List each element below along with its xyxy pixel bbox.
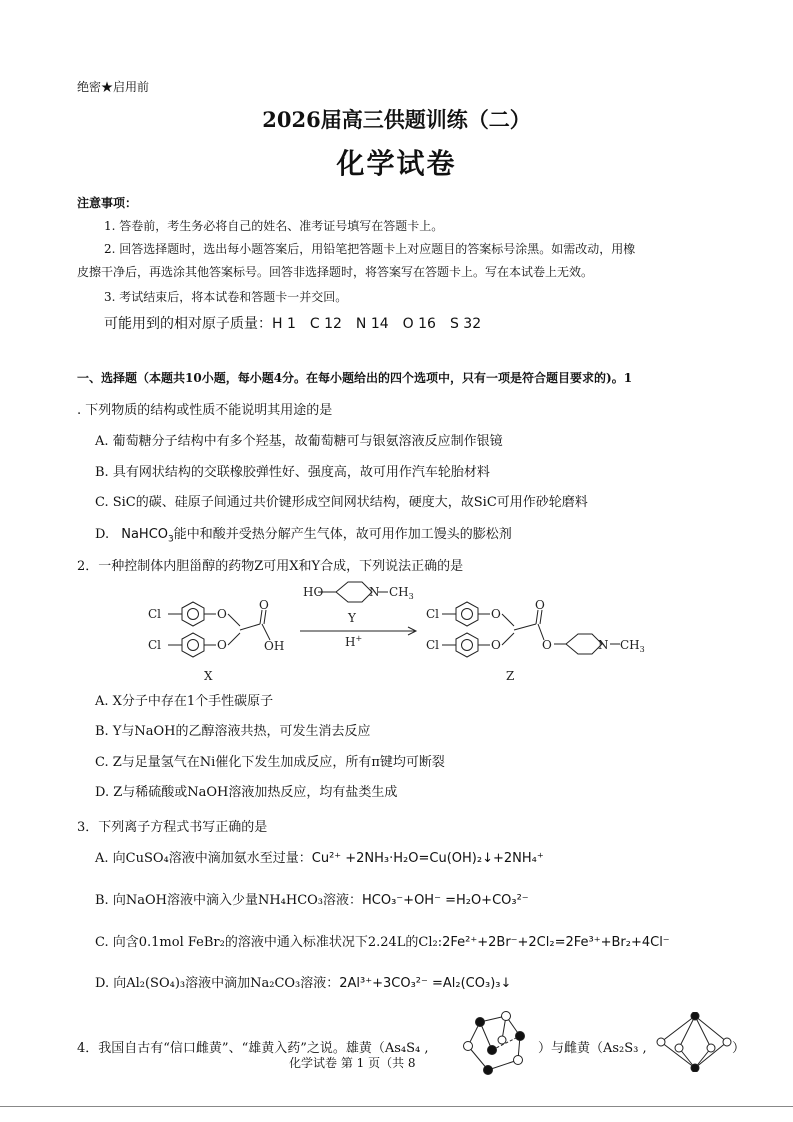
z-n: N xyxy=(598,638,609,652)
question-3-stem: 3．下列离子方程式书写正确的是 xyxy=(77,820,268,835)
x-bond-o-ch-lower xyxy=(228,633,240,645)
z-ch3: $CH_3$ xyxy=(620,638,645,654)
x-o-carbonyl: O xyxy=(259,598,269,612)
z-bond-o-ch-upper xyxy=(502,614,514,626)
as-atom xyxy=(488,1046,497,1055)
z-piperidine-ring xyxy=(566,634,602,654)
exam-title: 2026届高三供题训练（二） xyxy=(262,107,531,132)
question-4-stem: 4．我国自古有“信口雌黄”、“雄黄入药”之说。雄黄（As₄S₄ , xyxy=(77,1041,429,1056)
s-atom xyxy=(675,1044,683,1052)
y-ho: HO xyxy=(303,585,324,599)
z-bond-c-o-double-1 xyxy=(536,610,538,624)
y-ch3: $CH_3$ xyxy=(389,585,414,601)
z-aromatic-circle-lower xyxy=(462,640,473,651)
question-2-option-b: B. Y与NaOH的乙醇溶液共热，可发生消去反应 xyxy=(95,724,371,739)
reaction-scheme xyxy=(140,578,660,688)
formula-nahco3: NaHCO$_3$ xyxy=(121,527,174,545)
as-atom xyxy=(691,1064,699,1072)
orpiment-structure xyxy=(655,1012,735,1072)
section-heading: 一、选择题（本题共10小题，每小题4分。在每小题给出的四个选项中，只有一项是符合题目要求的)。1 xyxy=(77,371,633,385)
z-cl-upper: Cl xyxy=(426,607,440,621)
x-o-upper: O xyxy=(217,607,227,621)
question-4-middle: ）与雌黄（As₂S₃ , xyxy=(538,1041,647,1056)
y-piperidine-ring xyxy=(336,582,372,602)
x-benzene-ring-lower xyxy=(182,633,204,657)
x-bond-c-o-double-1 xyxy=(260,610,262,624)
x-aromatic-circle-lower xyxy=(188,640,199,651)
s-atom xyxy=(723,1038,731,1046)
notice-item-2-line-2: 皮擦干净后，再选涂其他答案标号。回答非选择题时，将答案写在答题卡上。写在本试卷上无效。 xyxy=(77,265,594,279)
confidential-label: 绝密★启用前 xyxy=(77,80,150,94)
catalyst-label: H+ xyxy=(345,634,363,649)
x-oh: OH xyxy=(264,639,285,653)
question-3-option-d xyxy=(95,972,511,991)
z-cl-lower: Cl xyxy=(426,638,440,652)
s-atom xyxy=(657,1038,665,1046)
question-4-end: ） xyxy=(732,1041,746,1056)
s-atom xyxy=(502,1012,511,1021)
question-2-option-d: D. Z与稀硫酸或NaOH溶液加热反应，均有盐类生成 xyxy=(95,785,398,800)
as-atom xyxy=(476,1018,485,1027)
x-cl-lower: Cl xyxy=(148,638,162,652)
z-compound-label: Z xyxy=(506,669,515,683)
x-bond-c-o-double-2 xyxy=(264,610,266,624)
z-bond-o-ch-lower xyxy=(502,633,514,645)
bond xyxy=(695,1016,711,1048)
question-3-option-b xyxy=(95,889,529,908)
ionic-equation: HCO₃⁻+OH⁻ =H₂O+CO₃²⁻ xyxy=(362,893,529,908)
question-3-option-c xyxy=(95,931,670,950)
x-bond-ch-c xyxy=(240,624,260,630)
question-3-option-a xyxy=(95,847,544,866)
atomic-masses: 可能用到的相对原子质量：H 1 C 12 N 14 O 16 S 32 xyxy=(104,316,482,332)
x-compound-label: X xyxy=(204,669,213,683)
x-o-lower: O xyxy=(217,638,227,652)
s-atom xyxy=(707,1044,715,1052)
notice-item-2-line-1: 2. 回答选择题时，选出每小题答案后，用铅笔把答题卡上对应题目的答案标号涂黑。如需改动，用橡 xyxy=(104,242,636,256)
x-aromatic-circle-upper xyxy=(188,609,199,620)
z-o-lower: O xyxy=(491,638,501,652)
question-1-option-b: B. 具有网状结构的交联橡胶弹性好、强度高，故可用作汽车轮胎材料 xyxy=(95,465,490,480)
outer-bonds xyxy=(661,1016,727,1068)
x-bond-c-oh xyxy=(262,624,270,640)
s-atom xyxy=(464,1042,473,1051)
question-1-stem: . 下列物质的结构或性质不能说明其用途的是 xyxy=(77,403,333,418)
question-2-option-a: A. X分子中存在1个手性碳原子 xyxy=(95,694,274,709)
x-bond-o-ch-upper xyxy=(228,614,240,626)
z-o-ester: O xyxy=(542,638,552,652)
y-reagent-label: Y xyxy=(348,611,356,625)
option-label: D. xyxy=(95,527,110,542)
notice-item-1: 1. 答卷前，考生务必将自己的姓名、准考证号填写在答题卡上。 xyxy=(104,219,444,233)
z-o-carbonyl: O xyxy=(535,598,545,612)
option-text: A. 向CuSO₄溶液中滴加氨水至过量： xyxy=(95,851,312,866)
option-text: B. 向NaOH溶液中滴入少量NH₄HCO₃溶液： xyxy=(95,893,363,908)
as-atom xyxy=(484,1066,493,1075)
z-aromatic-circle-upper xyxy=(462,609,473,620)
notice-item-3: 3. 考试结束后，将本试卷和答题卡一并交回。 xyxy=(104,290,348,304)
option-text: D. 向Al₂(SO₄)₃溶液中滴加Na₂CO₃溶液： xyxy=(95,976,340,991)
z-bond-ch-c xyxy=(514,624,536,630)
notice-heading: 注意事项： xyxy=(77,196,138,210)
ionic-equation: Cu²⁺ +2NH₃·H₂O=Cu(OH)₂↓+2NH₄⁺ xyxy=(311,851,544,866)
realgar-structure xyxy=(460,1010,540,1080)
question-2-option-c: C. Z与足量氢气在Ni催化下发生加成反应，所有π键均可断裂 xyxy=(95,755,445,770)
option-text: C. 向含0.1mol FeBr₂的溶液中通入标准状况下2.24L的Cl₂: xyxy=(95,935,443,950)
ionic-equation: 2Fe²⁺+2Br⁻+2Cl₂=2Fe³⁺+Br₂+4Cl⁻ xyxy=(442,935,670,950)
as-atom xyxy=(691,1012,699,1020)
question-2-stem: 2．一种控制体内胆甾醇的药物Z可用X和Y合成，下列说法正确的是 xyxy=(77,559,464,574)
z-benzene-ring-upper xyxy=(456,602,478,626)
ionic-equation: 2Al³⁺+3CO₃²⁻ =Al₂(CO₃)₃↓ xyxy=(339,976,512,991)
s-atom xyxy=(498,1036,506,1044)
question-1-option-d xyxy=(95,523,512,545)
as-atom xyxy=(516,1032,525,1041)
x-cl-upper: Cl xyxy=(148,607,162,621)
z-o-upper: O xyxy=(491,607,501,621)
page-footer: 化学试卷 第 1 页（共 8 xyxy=(289,1056,416,1070)
question-1-option-c: C. SiC的碳、硅原子间通过共价键形成空间网状结构，硬度大，故SiC可用作砂轮磨料 xyxy=(95,495,588,510)
bond xyxy=(679,1016,695,1048)
y-n: N xyxy=(369,585,380,599)
question-1-option-a: A. 葡萄糖分子结构中有多个羟基，故葡萄糖可与银氨溶液反应制作银镜 xyxy=(95,434,503,449)
x-benzene-ring-upper xyxy=(182,602,204,626)
z-bond-c-o-double-2 xyxy=(540,610,542,624)
subject-title: 化学试卷 xyxy=(336,147,457,180)
bottom-divider xyxy=(0,1106,793,1107)
s-atom xyxy=(514,1056,523,1065)
z-benzene-ring-lower xyxy=(456,633,478,657)
option-text: 能中和酸并受热分解产生气体，故可用作加工馒头的膨松剂 xyxy=(173,527,512,542)
